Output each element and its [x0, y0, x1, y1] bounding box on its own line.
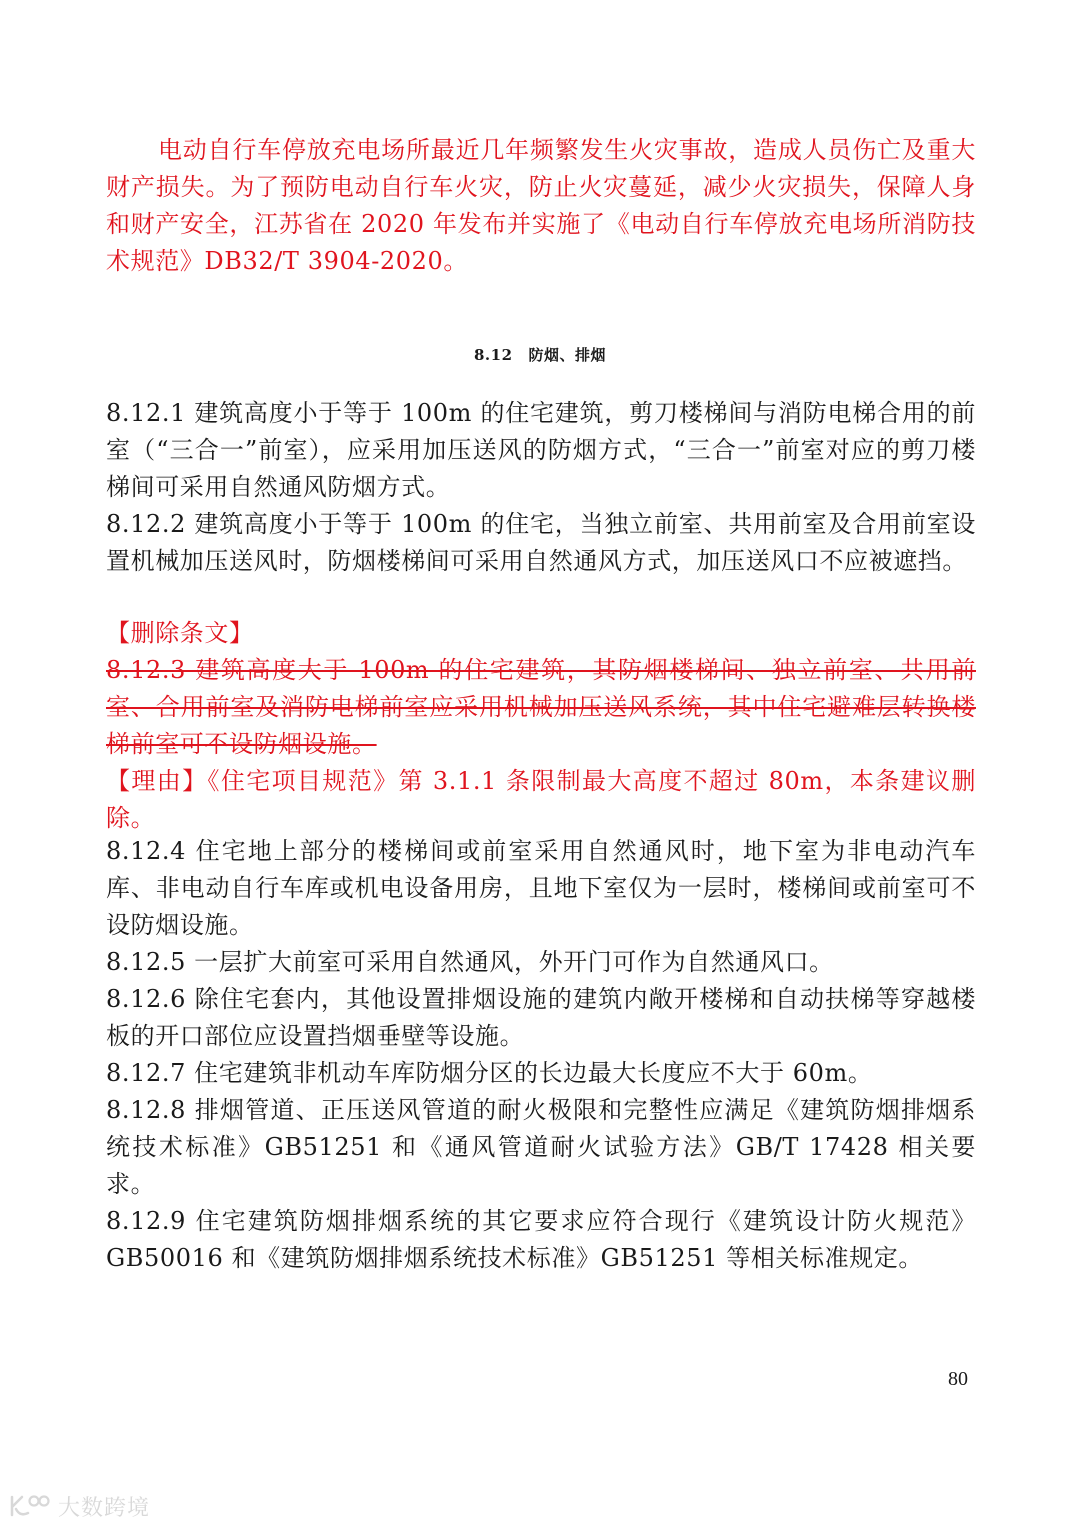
section-title: 防烟、排烟: [528, 346, 607, 364]
clause-8-12-6: 8.12.6 除住宅套内，其他设置排烟设施的建筑内敞开楼梯和自动扶梯等穿越楼板的开口部位应设置挡烟垂壁等设施。: [106, 985, 976, 1050]
clause-8-12-8: 8.12.8 排烟管道、正压送风管道的耐火极限和完整性应满足《建筑防烟排烟系统技术标准》GB51251 和《通风管道耐火试验方法》GB/T 17428 相关要求。: [106, 1096, 976, 1198]
deleted-clause-8-12-3: 8.12.3 建筑高度大于 100m 的住宅建筑，其防烟楼梯间、独立前室、共用前室、合用前室及消防电梯前室应采用机械加压送风系统，其中住宅避难层转换楼梯前室可不设防烟设施。: [106, 656, 976, 758]
clause-8-12-2: 8.12.2 建筑高度小于等于 100m 的住宅，当独立前室、共用前室及合用前室设置机械加压送风时，防烟楼梯间可采用自然通风方式，加压送风口不应被遮挡。: [106, 510, 976, 575]
intro-paragraph: 电动自行车停放充电场所最近几年频繁发生火灾事故，造成人员伤亡及重大财产损失。为了预防电动自行车火灾，防止火灾蔓延，减少火灾损失，保障人身和财产安全，江苏省在 2020 年发布并实施了《电动自行车停放充电场所消防技术规范》DB32/T 3904-2020。: [106, 136, 976, 275]
clause-8-12-4: 8.12.4 住宅地上部分的楼梯间或前室采用自然通风时，地下室为非电动汽车库、非电动自行车库或机电设备用房，且地下室仅为一层时，楼梯间或前室可不设防烟设施。: [106, 837, 976, 939]
clause-8-12-7: 8.12.7 住宅建筑非机动车库防烟分区的长边最大长度应不大于 60m。: [106, 1059, 873, 1087]
deletion-reason: 【理由】《住宅项目规范》第 3.1.1 条限制最大高度不超过 80m，本条建议删除。: [106, 767, 976, 832]
clause-8-12-9: 8.12.9 住宅建筑防烟排烟系统的其它要求应符合现行《建筑设计防火规范》GB50016 和《建筑防烟排烟系统技术标准》GB51251 等相关标准规定。: [106, 1207, 976, 1272]
clauses-block-1: [106, 395, 976, 580]
kool-logo-icon: [8, 1493, 52, 1519]
watermark: [8, 1490, 150, 1522]
deletion-header: 【删除条文】: [106, 619, 254, 647]
clause-8-12-1: 8.12.1 建筑高度小于等于 100m 的住宅建筑，剪刀楼梯间与消防电梯合用的前室（“三合一”前室），应采用加压送风的防烟方式，“三合一”前室对应的剪刀楼梯间可采用自然通风防烟方式。: [106, 399, 976, 501]
section-number: 8.12: [473, 346, 513, 364]
deletion-block: [106, 615, 976, 837]
watermark-text: 大数跨境: [58, 1495, 151, 1521]
page-number: 80: [948, 1368, 968, 1390]
clauses-block-2: [106, 833, 976, 1277]
clause-8-12-5: 8.12.5 一层扩大前室可采用自然通风，外开门可作为自然通风口。: [106, 948, 834, 976]
section-heading: [0, 344, 1080, 365]
